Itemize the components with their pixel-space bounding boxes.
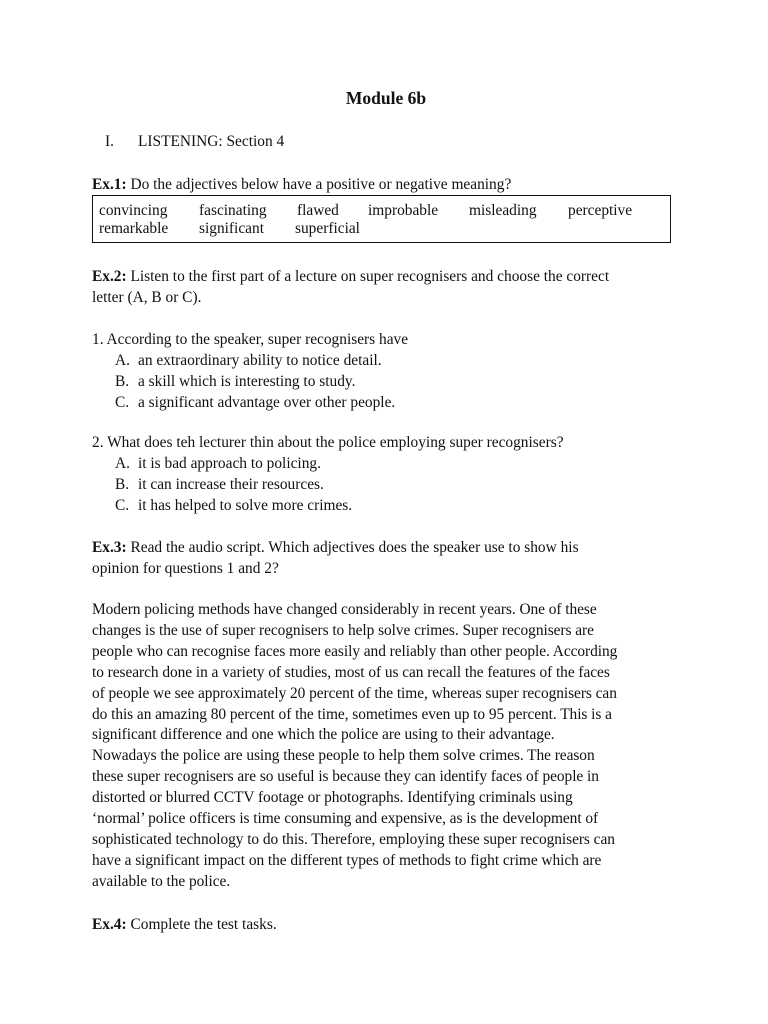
page-title: Module 6b <box>345 88 427 108</box>
script-line: changes is the use of super recognisers to help solve crimes. Super recognisers are <box>92 621 594 639</box>
script-line: available to the police. <box>92 872 231 890</box>
word-item: superficial <box>295 220 360 237</box>
ex1-label: Ex.1: <box>92 176 127 193</box>
audio-script-paragraph <box>92 600 674 893</box>
question-2-option-a: A. it is bad approach to policing. <box>115 455 321 472</box>
question-1-option-c: C. a significant advantage over other people. <box>115 394 396 411</box>
script-line: these super recognisers are so useful is because they can identify faces of people in <box>92 768 599 786</box>
word-row-1 <box>99 202 670 220</box>
ex4-instruction <box>92 914 680 935</box>
word-item: flawed <box>297 202 339 219</box>
word-item: remarkable <box>99 220 169 237</box>
word-item: misleading <box>469 202 537 219</box>
question-2-option-c: C. it has helped to solve more crimes. <box>115 497 353 514</box>
ex3-line2: opinion for questions 1 and 2? <box>92 560 279 577</box>
section-heading <box>105 132 284 152</box>
script-line: to research done in a variety of studies, most of us can recall the features of the faces <box>92 663 610 681</box>
question-1 <box>92 329 680 413</box>
ex1-instruction <box>92 174 680 195</box>
question-1-stem: 1. According to the speaker, super recognisers have <box>92 331 409 348</box>
question-1-option-a: A. an extraordinary ability to notice detail. <box>115 352 382 369</box>
ex2-line2: letter (A, B or C). <box>92 289 202 306</box>
script-line: ‘normal’ police officers is time consuming and expensive, as is the development of <box>92 810 599 828</box>
ex3-label: Ex.3: <box>92 539 127 556</box>
word-row-2 <box>99 220 670 238</box>
ex2-line1: Listen to the first part of a lecture on super recognisers and choose the correct <box>126 268 610 285</box>
question-2 <box>92 432 680 516</box>
script-line: Modern policing methods have changed considerably in recent years. One of these <box>92 601 597 618</box>
ex3-instruction <box>92 537 680 579</box>
question-2-option-b: B. it can increase their resources. <box>115 476 324 493</box>
script-line: sophisticated technology to do this. Therefore, employing these super recognisers can <box>92 830 615 848</box>
ex4-text: Complete the test tasks. <box>126 916 277 933</box>
word-item: perceptive <box>568 202 633 219</box>
section-number: I. <box>105 133 114 150</box>
word-item: fascinating <box>199 202 267 219</box>
word-item: improbable <box>368 202 439 219</box>
ex2-label: Ex.2: <box>92 268 127 285</box>
ex4-label: Ex.4: <box>92 916 127 933</box>
adjective-word-box <box>92 195 671 243</box>
script-line: people who can recognise faces more easily and reliably than other people. According <box>92 642 618 660</box>
word-item: significant <box>199 220 264 237</box>
script-line: have a significant impact on the different types of methods to fight crime which are <box>92 851 602 869</box>
question-1-option-b: B. a skill which is interesting to study. <box>115 373 356 390</box>
script-line: Nowadays the police are using these people to help them solve crimes. The reason <box>92 747 595 765</box>
word-item: convincing <box>99 202 168 219</box>
question-2-stem: 2. What does teh lecturer thin about the police employing super recognisers? <box>92 434 564 451</box>
script-line: significant difference and one which the police are using to their advantage. <box>92 726 555 744</box>
ex1-text: Do the adjectives below have a positive or negative meaning? <box>126 176 512 193</box>
ex2-instruction <box>92 266 680 308</box>
script-line: distorted or blurred CCTV footage or photographs. Identifying criminals using <box>92 789 573 807</box>
section-label: LISTENING: Section 4 <box>138 133 285 150</box>
script-line: do this an amazing 80 percent of the time, sometimes even up to 95 percent. This is a <box>92 705 612 723</box>
script-line: of people we see approximately 20 percent of the time, whereas super recognisers can <box>92 684 617 702</box>
ex3-line1: Read the audio script. Which adjectives does the speaker use to show his <box>126 539 579 556</box>
